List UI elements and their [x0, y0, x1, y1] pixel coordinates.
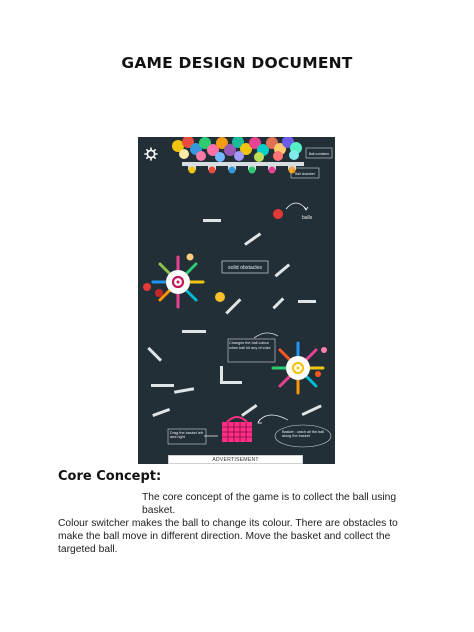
- balls-label: balls: [302, 215, 313, 221]
- ball-chamber: [182, 162, 304, 174]
- falling-ball: [273, 209, 283, 219]
- document-title: GAME DESIGN DOCUMENT: [121, 54, 353, 72]
- orange-ball: [315, 371, 321, 377]
- core-concept-paragraph: [58, 491, 418, 556]
- ball-container-label: Ball container: [308, 151, 330, 156]
- small-ball: [187, 254, 194, 261]
- pink-ball: [321, 347, 327, 353]
- balls-arrow: [286, 203, 306, 209]
- colour-switcher-right: [273, 343, 323, 393]
- basket-label: Basket : catch all the ball along the basket: [282, 430, 324, 439]
- ball-container: [172, 137, 302, 162]
- gear-icon[interactable]: [145, 148, 157, 160]
- colour-switcher-left: [153, 257, 203, 307]
- game-screenshot: [138, 137, 335, 464]
- ball-chamber-label: Ball chamber: [295, 171, 315, 176]
- solid-obstacles-label: solid obstacles: [227, 265, 263, 271]
- solid-obstacles: [147, 219, 322, 417]
- paragraph-rest: Colour switcher makes the ball to change its colour. There are obstacles to make the ball move in different direction. Move the basket and collect the targeted ball.: [58, 518, 398, 555]
- paragraph-line-1: The core concept of the game is to collect the ball using basket.: [142, 492, 397, 516]
- ball-container-callout: [306, 148, 332, 158]
- basket[interactable]: [222, 417, 252, 442]
- colour-changer-label: Changes the ball colour when ball hit any of color: [229, 341, 271, 350]
- red-ball-left: [143, 283, 151, 291]
- drag-basket-label: Drag the basket left and right: [170, 431, 203, 440]
- yellow-ball: [215, 292, 225, 302]
- advertisement-banner[interactable]: ADVERTISEMENT: [168, 455, 303, 464]
- dark-red-ball: [155, 289, 163, 297]
- core-concept-heading: Core Concept:: [58, 469, 162, 484]
- game-scene: [138, 137, 335, 464]
- corner-obstacle: [220, 366, 242, 384]
